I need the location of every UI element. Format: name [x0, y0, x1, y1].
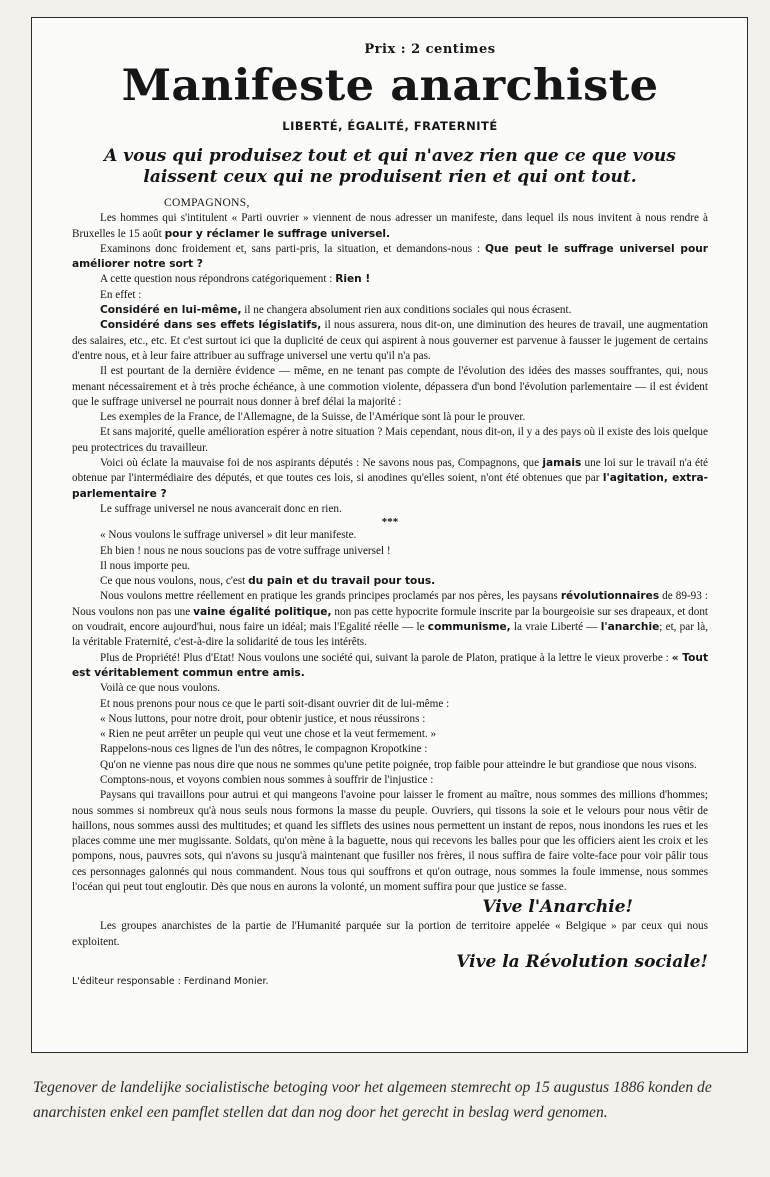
salutation: COMPAGNONS,	[164, 197, 250, 209]
text: A cette question nous répondrons catégoriquement :	[100, 273, 333, 286]
manifesto-poster	[31, 17, 748, 1053]
text: Nous voulons mettre réellement en pratique les grands principes proclamés par nos pères, les paysans	[100, 590, 558, 603]
paragraph	[72, 242, 708, 273]
paragraph: « Nous luttons, pour notre droit, pour obtenir justice, et nous réussirons :	[100, 712, 426, 725]
bold-text: du pain et du travail pour tous.	[248, 575, 436, 588]
paragraph: Il nous importe peu.	[100, 559, 191, 572]
text: il ne changera absolument rien aux conditions sociales qui nous écrasent.	[244, 304, 572, 317]
paragraph: Voilà ce que nous voulons.	[100, 682, 221, 695]
paragraph	[72, 574, 708, 589]
paragraph: Le suffrage universel ne nous avancerait donc en rien.	[100, 502, 342, 515]
bold-text: l'anarchie	[600, 621, 660, 634]
slogan-revolution: Vive la Révolution sociale!	[456, 951, 708, 972]
bold-text: vaine égalité politique,	[193, 605, 332, 618]
paragraph: Eh bien ! nous ne nous soucions pas de votre suffrage universel !	[100, 544, 391, 557]
paragraph: Rappelons-nous ces lignes de l'un des nôtres, le compagnon Kropotkine :	[100, 743, 428, 756]
paragraph: Comptons-nous, et voyons combien nous sommes à souffrir de l'injustice :	[100, 773, 434, 786]
text: non pas cette hypocrite formule inscrite par la bourgeoisie sur ses drapeaux, et dont on voudrait, encore aujourd'hui, nous faire un idéal; mais l'Egalité réelle — le	[72, 605, 709, 634]
paragraph: Les exemples de la France, de l'Allemagne, de la Suisse, de l'Amérique sont là pour le prouver.	[100, 411, 526, 424]
bold-text: Considéré dans ses effets législatifs,	[100, 319, 322, 332]
paragraph	[72, 318, 708, 364]
page-caption: Tegenover de landelijke socialistische betoging voor het algemeen stemrecht op 15 augustus 1886 konden de anarchisten enkel een pamflet stellen dat dan nog door het gerecht in beslag werd genomen.	[33, 1079, 712, 1121]
paragraph	[72, 456, 708, 502]
paragraph: En effet :	[100, 288, 142, 301]
paragraph	[72, 589, 708, 650]
paragraph: Qu'on ne vienne pas nous dire que nous ne sommes qu'une petite poignée, trop faible pour atteindre le but grandiose que nous visons.	[100, 758, 697, 771]
text: il nous assurera, nous dit-on, une diminution des heures de travail, une augmentation des salaires, etc., etc. Et c'est surtout ici que la duplicité de ceux qui aspirent à nous gouverner est parvenue à fausser le jugement de certains d'entre nous, et à leur faire attribuer au suffrage universel une vertu qu'il n'a pas.	[72, 319, 709, 362]
text: la vraie Liberté —	[513, 621, 598, 634]
paragraph	[72, 211, 708, 242]
section-divider: ***	[381, 516, 399, 529]
paragraph: « Nous voulons le suffrage universel » dit leur manifeste.	[100, 529, 357, 542]
paragraph: Les groupes anarchistes de la partie de l'Humanité parquée sur la portion de territoire appelée « Belgique » par ceux qui nous exploitent.	[72, 920, 708, 948]
paragraph: Paysans qui travaillons pour autrui et qui mangeons l'avoine pour laisser le froment au maître, nous sommes des millions d'hommes; nous sommes si nombreux qu'à nous seuls nous formons la masse du peuple. Ouvriers, qui tissons la soie et le velours pour nous vêtir de haillons, nous sommes aussi des multitudes; et quand les sifflets des usines nous permettent un instant de repos, nous inondons les rues et les places comme une mer mugissante. Soldats, qu'on mène à la baguette, nous qui recevons les balles pour que les officiers aient les croix et les pompons, nous, pauvres sots, qui n'avons su jusqu'à maintenant que fusiller nos frères, il nous suffira de faire volte-face pour voir pâlir tous ces personnages galonnés qui nous commandent. Nous tous qui souffrons et qu'on outrage, nous sommes la foule immense, nous sommes l'océan qui peut tout engloutir. Dès que nous en aurons la volonté, un moment suffira pour que justice se fasse.	[72, 789, 708, 894]
paragraph: Et nous prenons pour nous ce que le parti soit-disant ouvrier dit de lui-même :	[100, 697, 450, 710]
bold-text: communisme,	[427, 621, 511, 634]
paragraph: « Rien ne peut arrêter un peuple qui veut une chose et la veut fermement. »	[100, 728, 437, 741]
editor-line: L'éditeur responsable : Ferdinand Monier.	[72, 975, 269, 987]
bold-text: Rien !	[335, 273, 371, 286]
text: Examinons donc froidement et, sans parti-pris, la situation, et demandons-nous :	[100, 242, 481, 255]
poster-content	[72, 40, 708, 989]
text: ; et, par là, la véritable Fraternité, c'est-à-dire la solidarité de tous les intérêts.	[72, 621, 709, 649]
manifesto-body	[72, 196, 708, 989]
bold-text: l'agitation, extra-parlementaire ?	[72, 472, 708, 500]
bold-text: « Tout est véritablement commun entre amis.	[72, 651, 709, 679]
bold-text: Que peut le suffrage universel pour améliorer notre sort ?	[72, 242, 708, 271]
paragraph	[72, 303, 708, 318]
paragraph: Il est pourtant de la dernière évidence — même, en ne tenant pas compte de l'évolution des idées des masses souffrantes, qui, nous menant nécessairement et à très proche échéance, à une commotion violente, dépassera d'un bond l'évolution parlementaire — il est évident que le suffrage universel ne pourrait nous donner à bref délai la majorité :	[72, 365, 708, 408]
text: Plus de Propriété! Plus d'Etat! Nous voulons une société qui, suivant la parole de Platon, pratique à la lettre le vieux proverbe :	[100, 651, 669, 664]
paragraph	[72, 651, 708, 682]
text: Ce que nous voulons, nous, c'est	[100, 575, 246, 588]
text: Voici où éclate la mauvaise foi de nos aspirants députés : Ne savons nous pas, Compagnons, que	[100, 457, 540, 470]
text: Les hommes qui s'intitulent « Parti ouvrier » viennent de nous adresser un manifeste, dans lequel ils nous invitent à nous rendre à Bruxelles le 15 août	[72, 212, 708, 240]
bold-text: révolutionnaires	[560, 590, 660, 603]
text: une loi sur le travail n'a été obtenue par l'intermédiaire des députés, et que toutes ces lois, si anodines qu'elles soient, n'ont été obtenues que par	[72, 457, 709, 485]
paragraph: Et sans majorité, quelle amélioration espérer à notre situation ? Mais cependant, nous dit-on, il y a des pays où il existe des lois quelque peu protectrices du travailleur.	[72, 426, 708, 454]
bold-text: Considéré en lui-même,	[100, 304, 242, 317]
bold-text: jamais	[542, 457, 582, 470]
paragraph	[72, 272, 708, 287]
poster-subtitle: A vous qui produisez tout et qui n'avez rien que ce que vous laissent ceux qui ne produisent rien et qui ont tout.	[104, 146, 676, 187]
slogan-anarchie: Vive l'Anarchie!	[482, 897, 633, 918]
motto: LIBERTÉ, ÉGALITÉ, FRATERNITÉ	[282, 119, 498, 133]
bold-text: pour y réclamer le suffrage universel.	[164, 227, 391, 240]
poster-title: Manifeste anarchiste	[121, 61, 659, 111]
text: de 89-93 : Nous voulons non pas une	[72, 590, 708, 618]
price-line: Prix : 2 centimes	[364, 42, 496, 57]
